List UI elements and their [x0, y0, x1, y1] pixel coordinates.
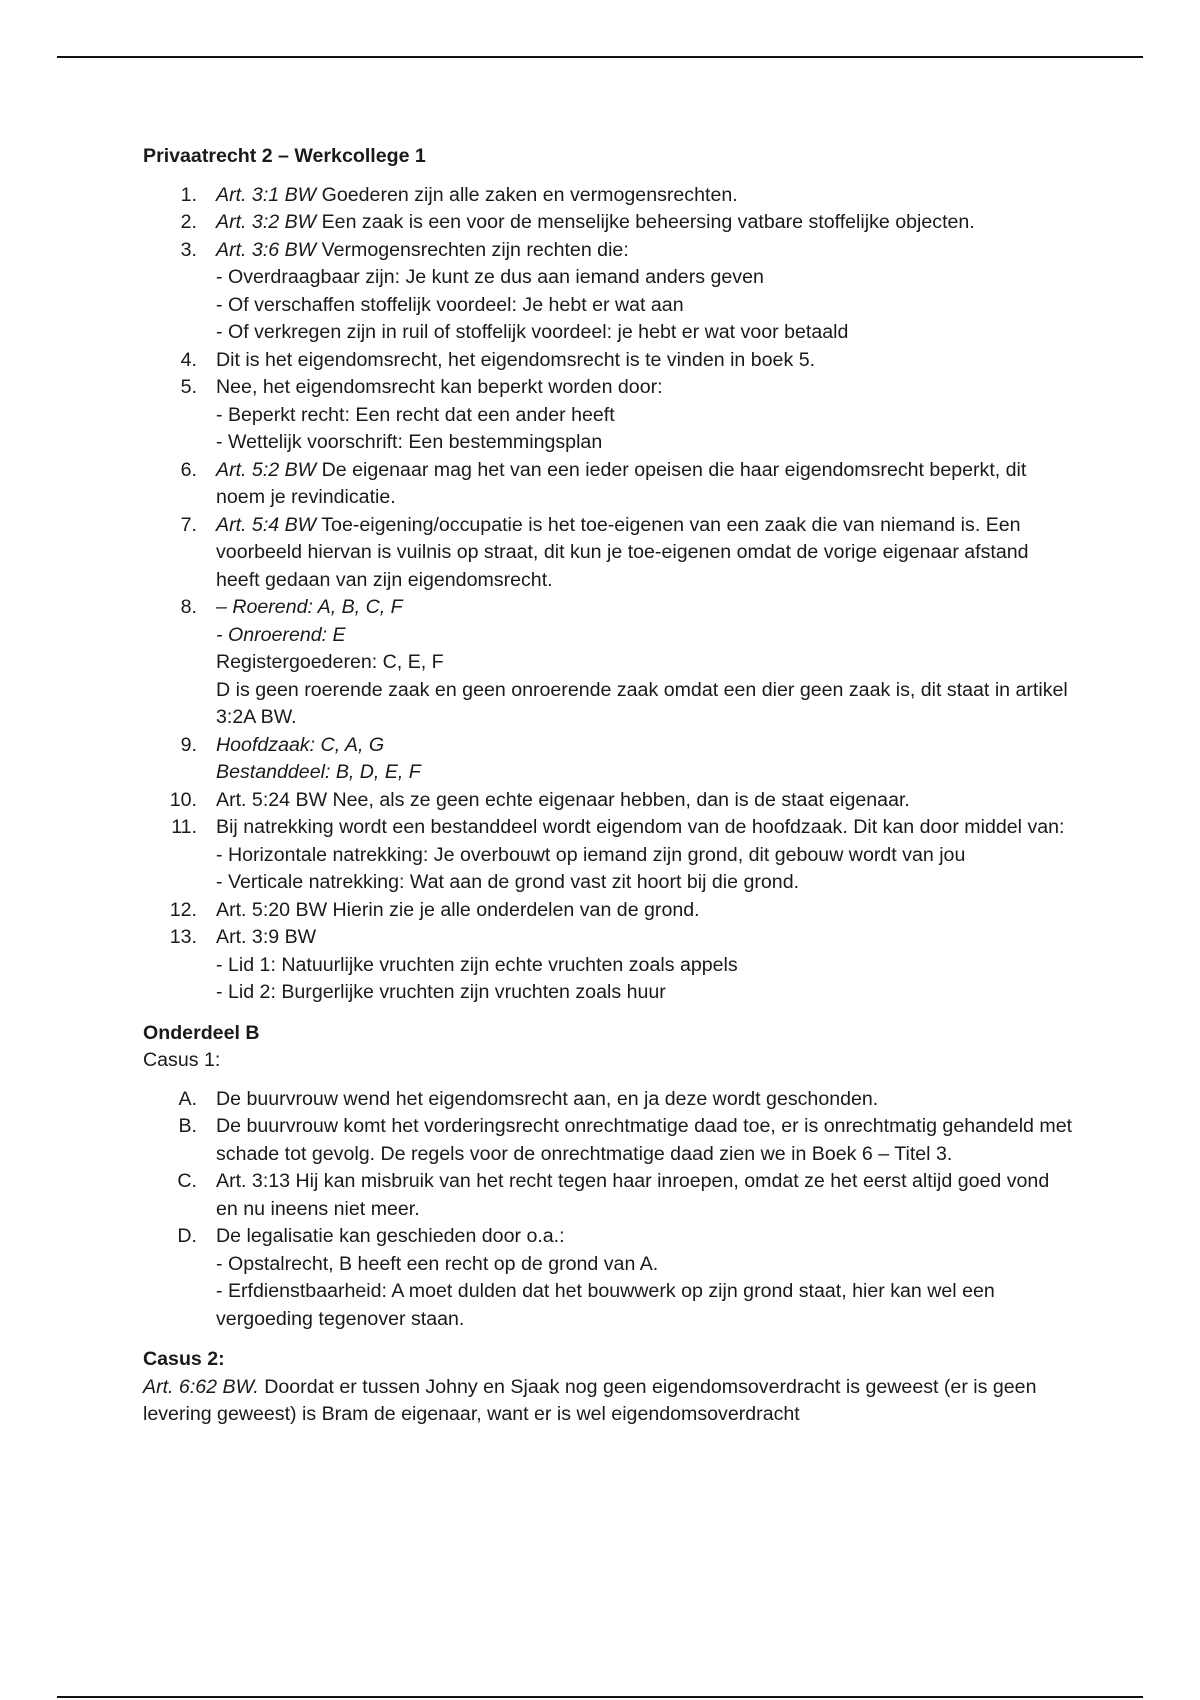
casus-2-text: Doordat er tussen Johny en Sjaak nog geen eigendomsoverdracht is geweest (er is geen levering geweest) is Bram de eigenaar, want er is wel eigendomsoverdracht [143, 1375, 1037, 1425]
casus-2-ref: Art. 6:62 BW. [143, 1375, 259, 1398]
list-item: 8. – Roerend: A, B, C, F - Onroerend: E Registergoederen: C, E, F D is geen roerende zaak en geen onroerende zaak omdat een dier geen zaak is, dit staat in artikel 3:2A BW. [143, 594, 1073, 732]
sub-line: Bestanddeel: B, D, E, F [216, 761, 421, 783]
sub-line: - Lid 1: Natuurlijke vruchten zijn echte vruchten zoals appels [216, 953, 738, 976]
sub-line: - Verticale natrekking: Wat aan de grond vast zit hoort bij die grond. [216, 871, 800, 893]
sub-line: - Wettelijk voorschrift: Een bestemmingsplan [216, 431, 603, 453]
answer-list [143, 1086, 1073, 1334]
casus-2-paragraph [143, 1374, 1073, 1429]
sub-line: - Beperkt recht: Een recht dat een ander heeft [216, 403, 615, 426]
list-item: 2. Art. 3:2 BW Een zaak is een voor de menselijke beheersing vatbare stoffelijke objecten. [180, 211, 975, 233]
list-item: 11. Bij natrekking wordt een bestanddeel wordt eigendom van de hoofdzaak. Dit kan door middel van: - Horizontale natrekking: Je overbouwt op iemand zijn grond, dit gebouw wordt van jou - Verticale natrekking: Wat aan de grond vast zit hoort bij die grond. [143, 814, 1073, 897]
sub-line: - Opstalrecht, B heeft een recht op de grond van A. [216, 1252, 659, 1275]
footer-rule [57, 1696, 1143, 1698]
sub-line: D is geen roerende zaak en geen onroerende zaak omdat een dier geen zaak is, dit staat in artikel 3:2A BW. [216, 678, 1068, 728]
sub-line: - Erfdienstbaarheid: A moet dulden dat het bouwwerk op zijn grond staat, hier kan wel een vergoeding tegenover staan. [216, 1280, 995, 1330]
sub-line: Registergoederen: C, E, F [216, 651, 444, 673]
sub-line: - Overdraagbaar zijn: Je kunt ze dus aan iemand anders geven [216, 266, 764, 288]
list-item: A. De buurvrouw wend het eigendomsrecht aan, en ja deze wordt geschonden. [178, 1087, 879, 1110]
list-item: 13. Art. 3:9 BW - Lid 1: Natuurlijke vruchten zijn echte vruchten zoals appels - Lid 2: Burgerlijke vruchten zijn vruchten zoals huur [143, 924, 1073, 1007]
section-heading: Onderdeel B [143, 1021, 260, 1044]
list-item: 9. Hoofdzaak: C, A, G Bestanddeel: B, D, E, F [143, 732, 1073, 787]
question-list [143, 182, 1073, 1007]
list-item: 1. Art. 3:1 BW Goederen zijn alle zaken en vermogensrechten. [180, 183, 738, 206]
list-item: 3. Art. 3:6 BW Vermogensrechten zijn rechten die: - Overdraagbaar zijn: Je kunt ze dus aan iemand anders geven - Of verschaffen stoffelijk voordeel: Je hebt er wat aan - Of verkregen zijn in ruil of stoffelijk voordeel: je hebt er wat voor betaald [143, 237, 1073, 347]
header-rule [57, 56, 1143, 58]
sub-line: - Lid 2: Burgerlijke vruchten zijn vruchten zoals huur [216, 981, 666, 1003]
list-item: 5. Nee, het eigendomsrecht kan beperkt worden door: - Beperkt recht: Een recht dat een ander heeft - Wettelijk voorschrift: Een bestemmingsplan [143, 374, 1073, 457]
list-item: 10. Art. 5:24 BW Nee, als ze geen echte eigenaar hebben, dan is de staat eigenaar. [169, 788, 910, 811]
document-body [143, 143, 1073, 1429]
casus-2-heading: Casus 2: [143, 1348, 225, 1370]
list-item: 6. Art. 5:2 BW De eigenaar mag het van een ieder opeisen die haar eigendomsrecht beperkt, dit noem je revindicatie. [180, 458, 1027, 508]
sub-line: - Onroerend: E [216, 623, 346, 646]
list-item: 7. Art. 5:4 BW Toe-eigening/occupatie is het toe-eigenen van een zaak die van niemand is. Een voorbeeld hiervan is vuilnis op straat, dit kun je toe-eigenen omdat de vorige eigenaar afstand heeft gedaan van zijn eigendomsrecht. [180, 513, 1029, 591]
list-item: D. De legalisatie kan geschieden door o.a.: - Opstalrecht, B heeft een recht op de grond van A. - Erfdienstbaarheid: A moet dulden dat het bouwwerk op zijn grond staat, hier kan wel een vergoeding tegenover staan. [143, 1223, 1073, 1333]
sub-line: - Of verschaffen stoffelijk voordeel: Je hebt er wat aan [216, 293, 684, 316]
list-item: 4. Dit is het eigendomsrecht, het eigendomsrecht is te vinden in boek 5. [180, 348, 816, 371]
document-title: Privaatrecht 2 – Werkcollege 1 [143, 145, 426, 167]
list-item: C. Art. 3:13 Hij kan misbruik van het recht tegen haar inroepen, omdat ze het eerst altijd goed vond en nu ineens niet meer. [177, 1170, 1050, 1220]
sub-line: - Horizontale natrekking: Je overbouwt op iemand zijn grond, dit gebouw wordt van jou [216, 843, 966, 866]
list-item: B. De buurvrouw komt het vorderingsrecht onrechtmatige daad toe, er is onrechtmatig gehandeld met schade tot gevolg. De regels voor de onrechtmatige daad zien we in Boek 6 – Titel 3. [178, 1115, 1073, 1165]
casus-label: Casus 1: [143, 1049, 221, 1071]
list-item: 12. Art. 5:20 BW Hierin zie je alle onderdelen van de grond. [169, 898, 700, 921]
sub-line: - Of verkregen zijn in ruil of stoffelijk voordeel: je hebt er wat voor betaald [216, 321, 849, 343]
